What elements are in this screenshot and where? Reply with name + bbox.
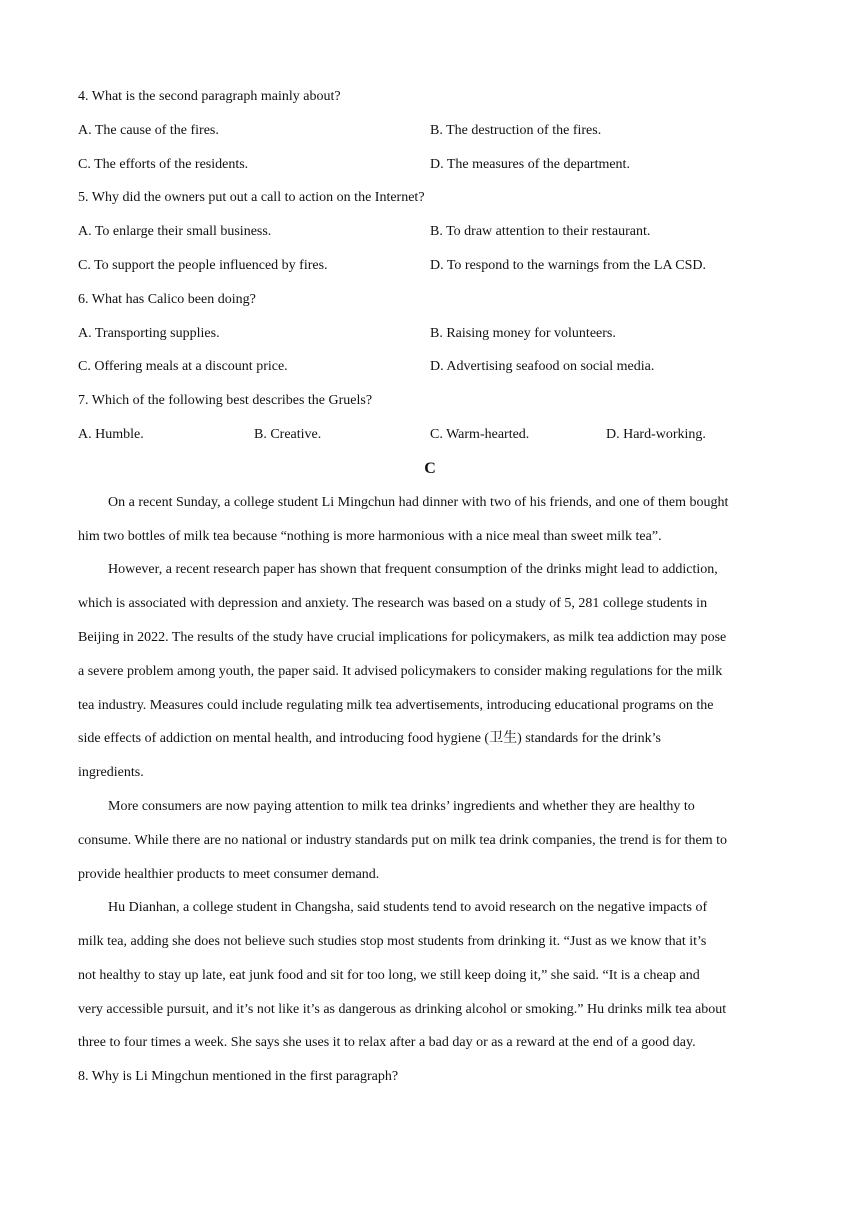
passage-line: him two bottles of milk tea because “nothing is more harmonious with a nice meal than sweet milk tea”.	[78, 529, 662, 544]
passage-line: which is associated with depression and anxiety. The research was based on a study of 5, 281 college students in	[78, 596, 708, 611]
passage-line: not healthy to stay up late, eat junk food and sit for too long, we still keep doing it,” she said. “It is a cheap and	[78, 968, 700, 983]
question-4-stem: 4. What is the second paragraph mainly about?	[78, 89, 341, 104]
question-6-option-b: B. Raising money for volunteers.	[430, 326, 616, 341]
question-7-stem: 7. Which of the following best describes the Gruels?	[78, 393, 373, 408]
section-c-heading: C	[424, 460, 436, 477]
passage-line: Beijing in 2022. The results of the study have crucial implications for policymakers, as milk tea addiction may pose	[78, 630, 727, 645]
passage-line: On a recent Sunday, a college student Li Mingchun had dinner with two of his friends, and one of them bought	[108, 495, 729, 510]
question-7-option-c: C. Warm-hearted.	[430, 427, 530, 442]
passage-line: tea industry. Measures could include regulating milk tea advertisements, introducing educational programs on the	[78, 698, 714, 713]
question-5-option-a: A. To enlarge their small business.	[78, 224, 272, 239]
question-5-option-c: C. To support the people influenced by fires.	[78, 258, 328, 273]
question-4-option-b: B. The destruction of the fires.	[430, 123, 602, 138]
question-5-option-d: D. To respond to the warnings from the LA CSD.	[430, 258, 707, 273]
question-4-option-a: A. The cause of the fires.	[78, 123, 219, 138]
question-4-option-c: C. The efforts of the residents.	[78, 157, 249, 172]
passage-line: side effects of addiction on mental health, and introducing food hygiene (卫生) standards for the drink’s	[78, 731, 661, 746]
passage-line: consume. While there are no national or industry standards put on milk tea drink companies, the trend is for them to	[78, 833, 728, 848]
question-7-option-b: B. Creative.	[254, 427, 322, 442]
passage-line: three to four times a week. She says she uses it to relax after a bad day or as a reward at the end of a good day.	[78, 1035, 696, 1050]
passage-line: very accessible pursuit, and it’s not like it’s as dangerous as drinking alcohol or smoking.” Hu drinks milk tea about	[78, 1002, 727, 1017]
question-6-option-c: C. Offering meals at a discount price.	[78, 359, 288, 374]
question-5-option-b: B. To draw attention to their restaurant.	[430, 224, 651, 239]
passage-line: More consumers are now paying attention to milk tea drinks’ ingredients and whether they are healthy to	[108, 799, 695, 814]
question-7-option-a: A. Humble.	[78, 427, 144, 442]
question-6-stem: 6. What has Calico been doing?	[78, 292, 256, 307]
passage-line: However, a recent research paper has shown that frequent consumption of the drinks might lead to addiction,	[108, 562, 718, 577]
passage-line: Hu Dianhan, a college student in Changsha, said students tend to avoid research on the negative impacts of	[108, 900, 708, 915]
passage-line: provide healthier products to meet consumer demand.	[78, 867, 380, 882]
passage-line: ingredients.	[78, 765, 144, 780]
question-8-stem: 8. Why is Li Mingchun mentioned in the first paragraph?	[78, 1069, 399, 1084]
question-6-option-a: A. Transporting supplies.	[78, 326, 220, 341]
passage-line: a severe problem among youth, the paper said. It advised policymakers to consider making regulations for the milk	[78, 664, 723, 679]
question-6-option-d: D. Advertising seafood on social media.	[430, 359, 655, 374]
question-5-stem: 5. Why did the owners put out a call to action on the Internet?	[78, 190, 425, 205]
question-4-option-d: D. The measures of the department.	[430, 157, 630, 172]
passage-line: milk tea, adding she does not believe such studies stop most students from drinking it. “Just as we know that it’s	[78, 934, 707, 949]
question-7-option-d: D. Hard-working.	[606, 427, 706, 442]
